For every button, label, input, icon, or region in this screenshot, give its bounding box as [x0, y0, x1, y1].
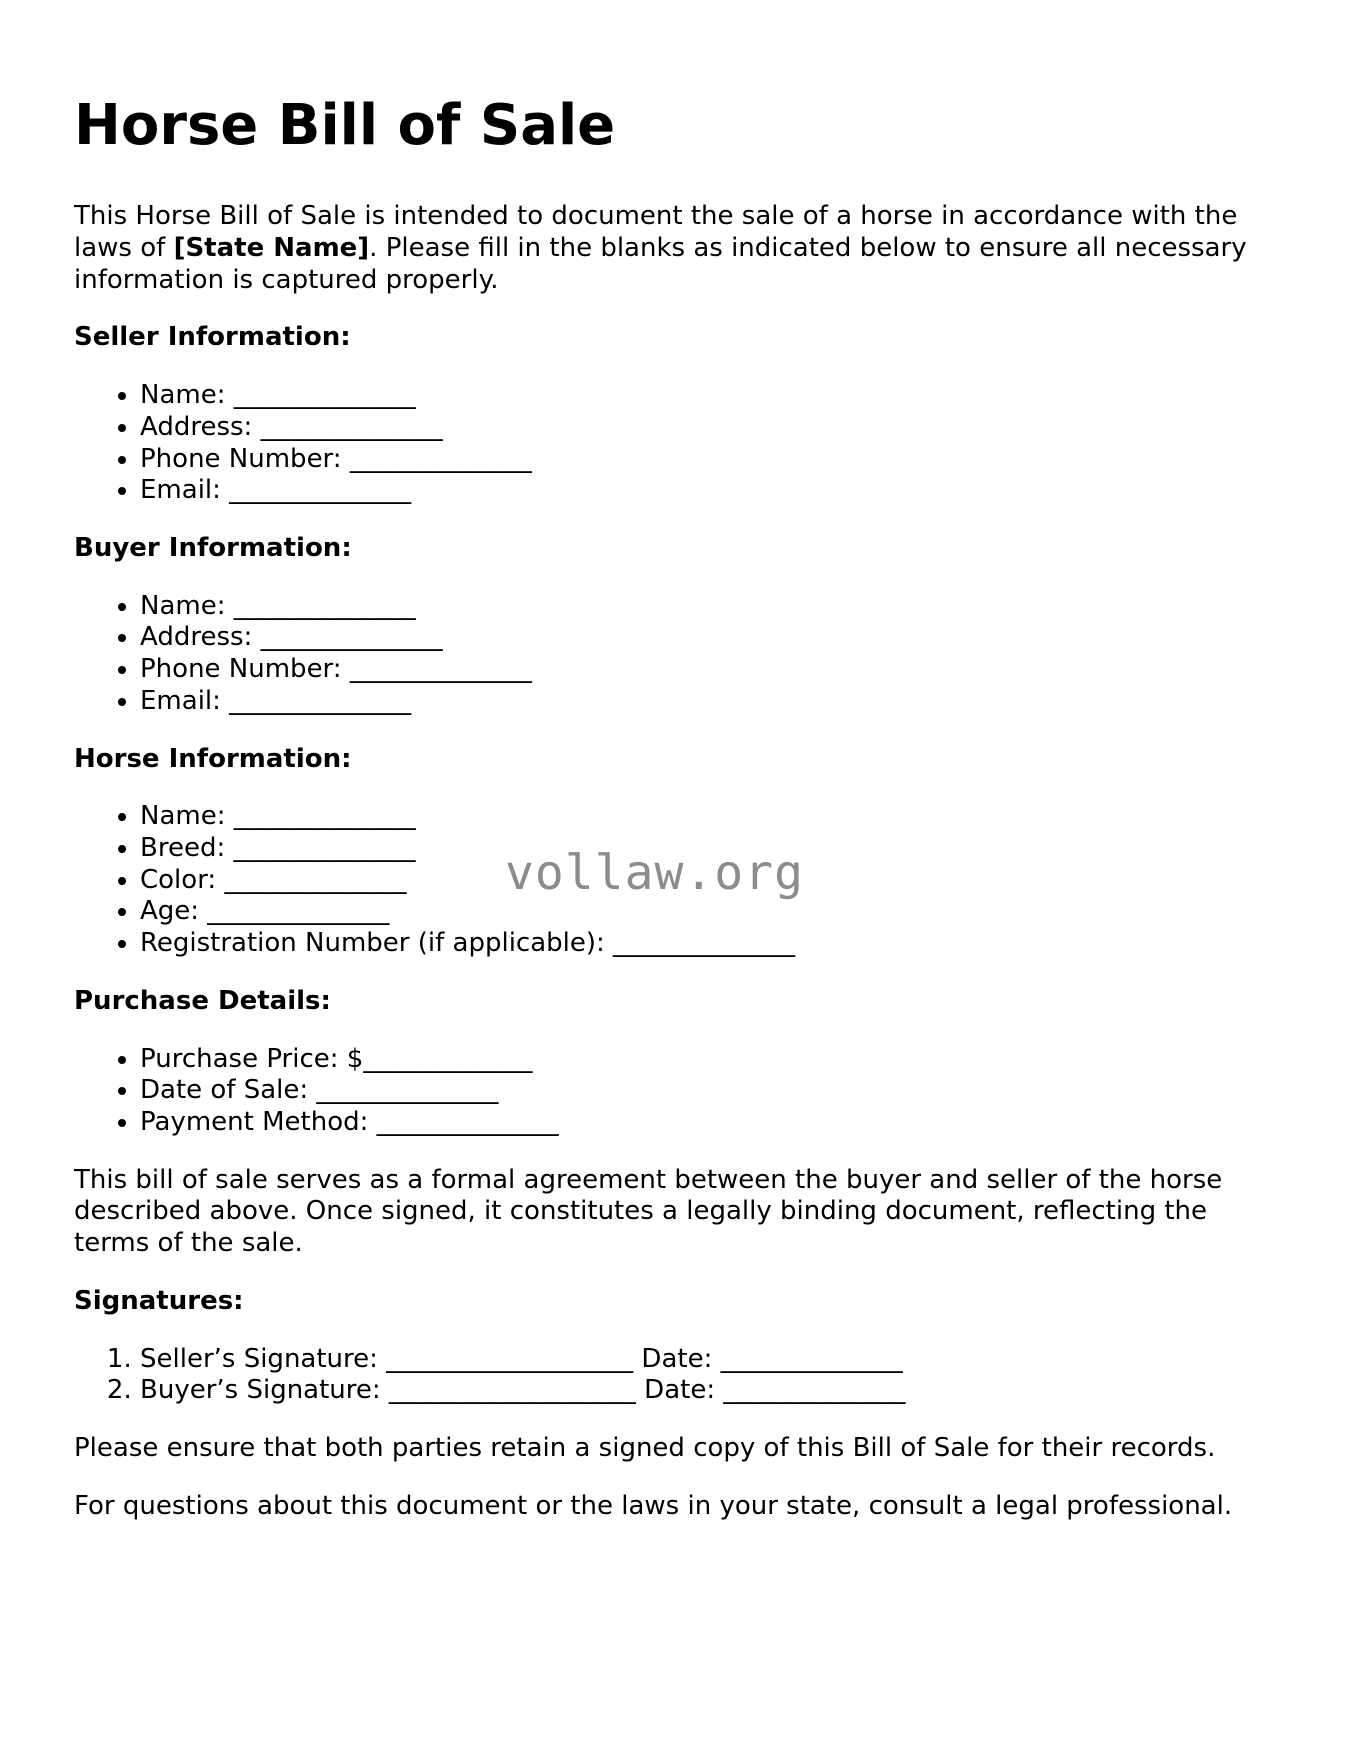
- buyer-phone-item: • Phone Number: ______________: [140, 654, 1274, 686]
- document: [74, 92, 1274, 1548]
- horse-color-item: • Color: ______________: [140, 865, 1274, 897]
- buyer-heading: Buyer Information:: [74, 532, 352, 563]
- purchase-price-item: • Purchase Price: $_____________: [140, 1044, 1274, 1076]
- seller-address-item: • Address: ______________: [140, 412, 1274, 444]
- agreement-paragraph: This bill of sale serves as a formal agreement between the buyer and seller of the horse described above. Once signed, it constitutes a legally binding document, reflecting the terms of the sale.: [74, 1164, 1223, 1259]
- horse-age-item: • Age: ______________: [140, 896, 1274, 928]
- horse-heading: Horse Information:: [74, 743, 352, 774]
- seller-signature-item: 1. Seller’s Signature: ___________________ Date: ______________: [140, 1344, 1274, 1376]
- buyer-address-item: • Address: ______________: [140, 622, 1274, 654]
- watermark-text: vollaw.org: [505, 845, 804, 901]
- signatures-list: [74, 1344, 1274, 1407]
- retain-paragraph: Please ensure that both parties retain a signed copy of this Bill of Sale for their records.: [74, 1433, 1216, 1464]
- purchase-list: [74, 1044, 1274, 1139]
- buyer-email-item: • Email: ______________: [140, 686, 1274, 718]
- seller-name-item: • Name: ______________: [140, 380, 1274, 412]
- horse-registration-item: • Registration Number (if applicable): ______________: [140, 928, 1274, 960]
- seller-list: [74, 380, 1274, 507]
- payment-method-item: • Payment Method: ______________: [140, 1107, 1274, 1139]
- document-title: Horse Bill of Sale: [74, 93, 616, 158]
- buyer-list: [74, 591, 1274, 718]
- intro-text-end: . Please fill in the blanks as indicated below to ensure all necessary information is captured properly.: [74, 232, 1247, 295]
- seller-email-item: • Email: ______________: [140, 475, 1274, 507]
- date-of-sale-item: • Date of Sale: ______________: [140, 1075, 1274, 1107]
- intro-text-start: This Horse Bill of Sale is intended to document the sale of a horse in accordance with the laws of: [74, 201, 1238, 263]
- horse-breed-item: • Breed: ______________: [140, 833, 1274, 865]
- horse-name-item: • Name: ______________: [140, 801, 1274, 833]
- buyer-signature-item: 2. Buyer’s Signature: ___________________ Date: ______________: [140, 1375, 1274, 1407]
- seller-heading: Seller Information:: [74, 322, 351, 353]
- buyer-name-item: • Name: ______________: [140, 591, 1274, 623]
- seller-phone-item: • Phone Number: ______________: [140, 444, 1274, 476]
- intro-paragraph: [74, 201, 1274, 296]
- questions-paragraph: For questions about this document or the laws in your state, consult a legal professional.: [74, 1490, 1233, 1521]
- purchase-heading: Purchase Details:: [74, 985, 331, 1016]
- signatures-heading: Signatures:: [74, 1285, 244, 1316]
- state-name-placeholder: [State Name]: [173, 232, 370, 263]
